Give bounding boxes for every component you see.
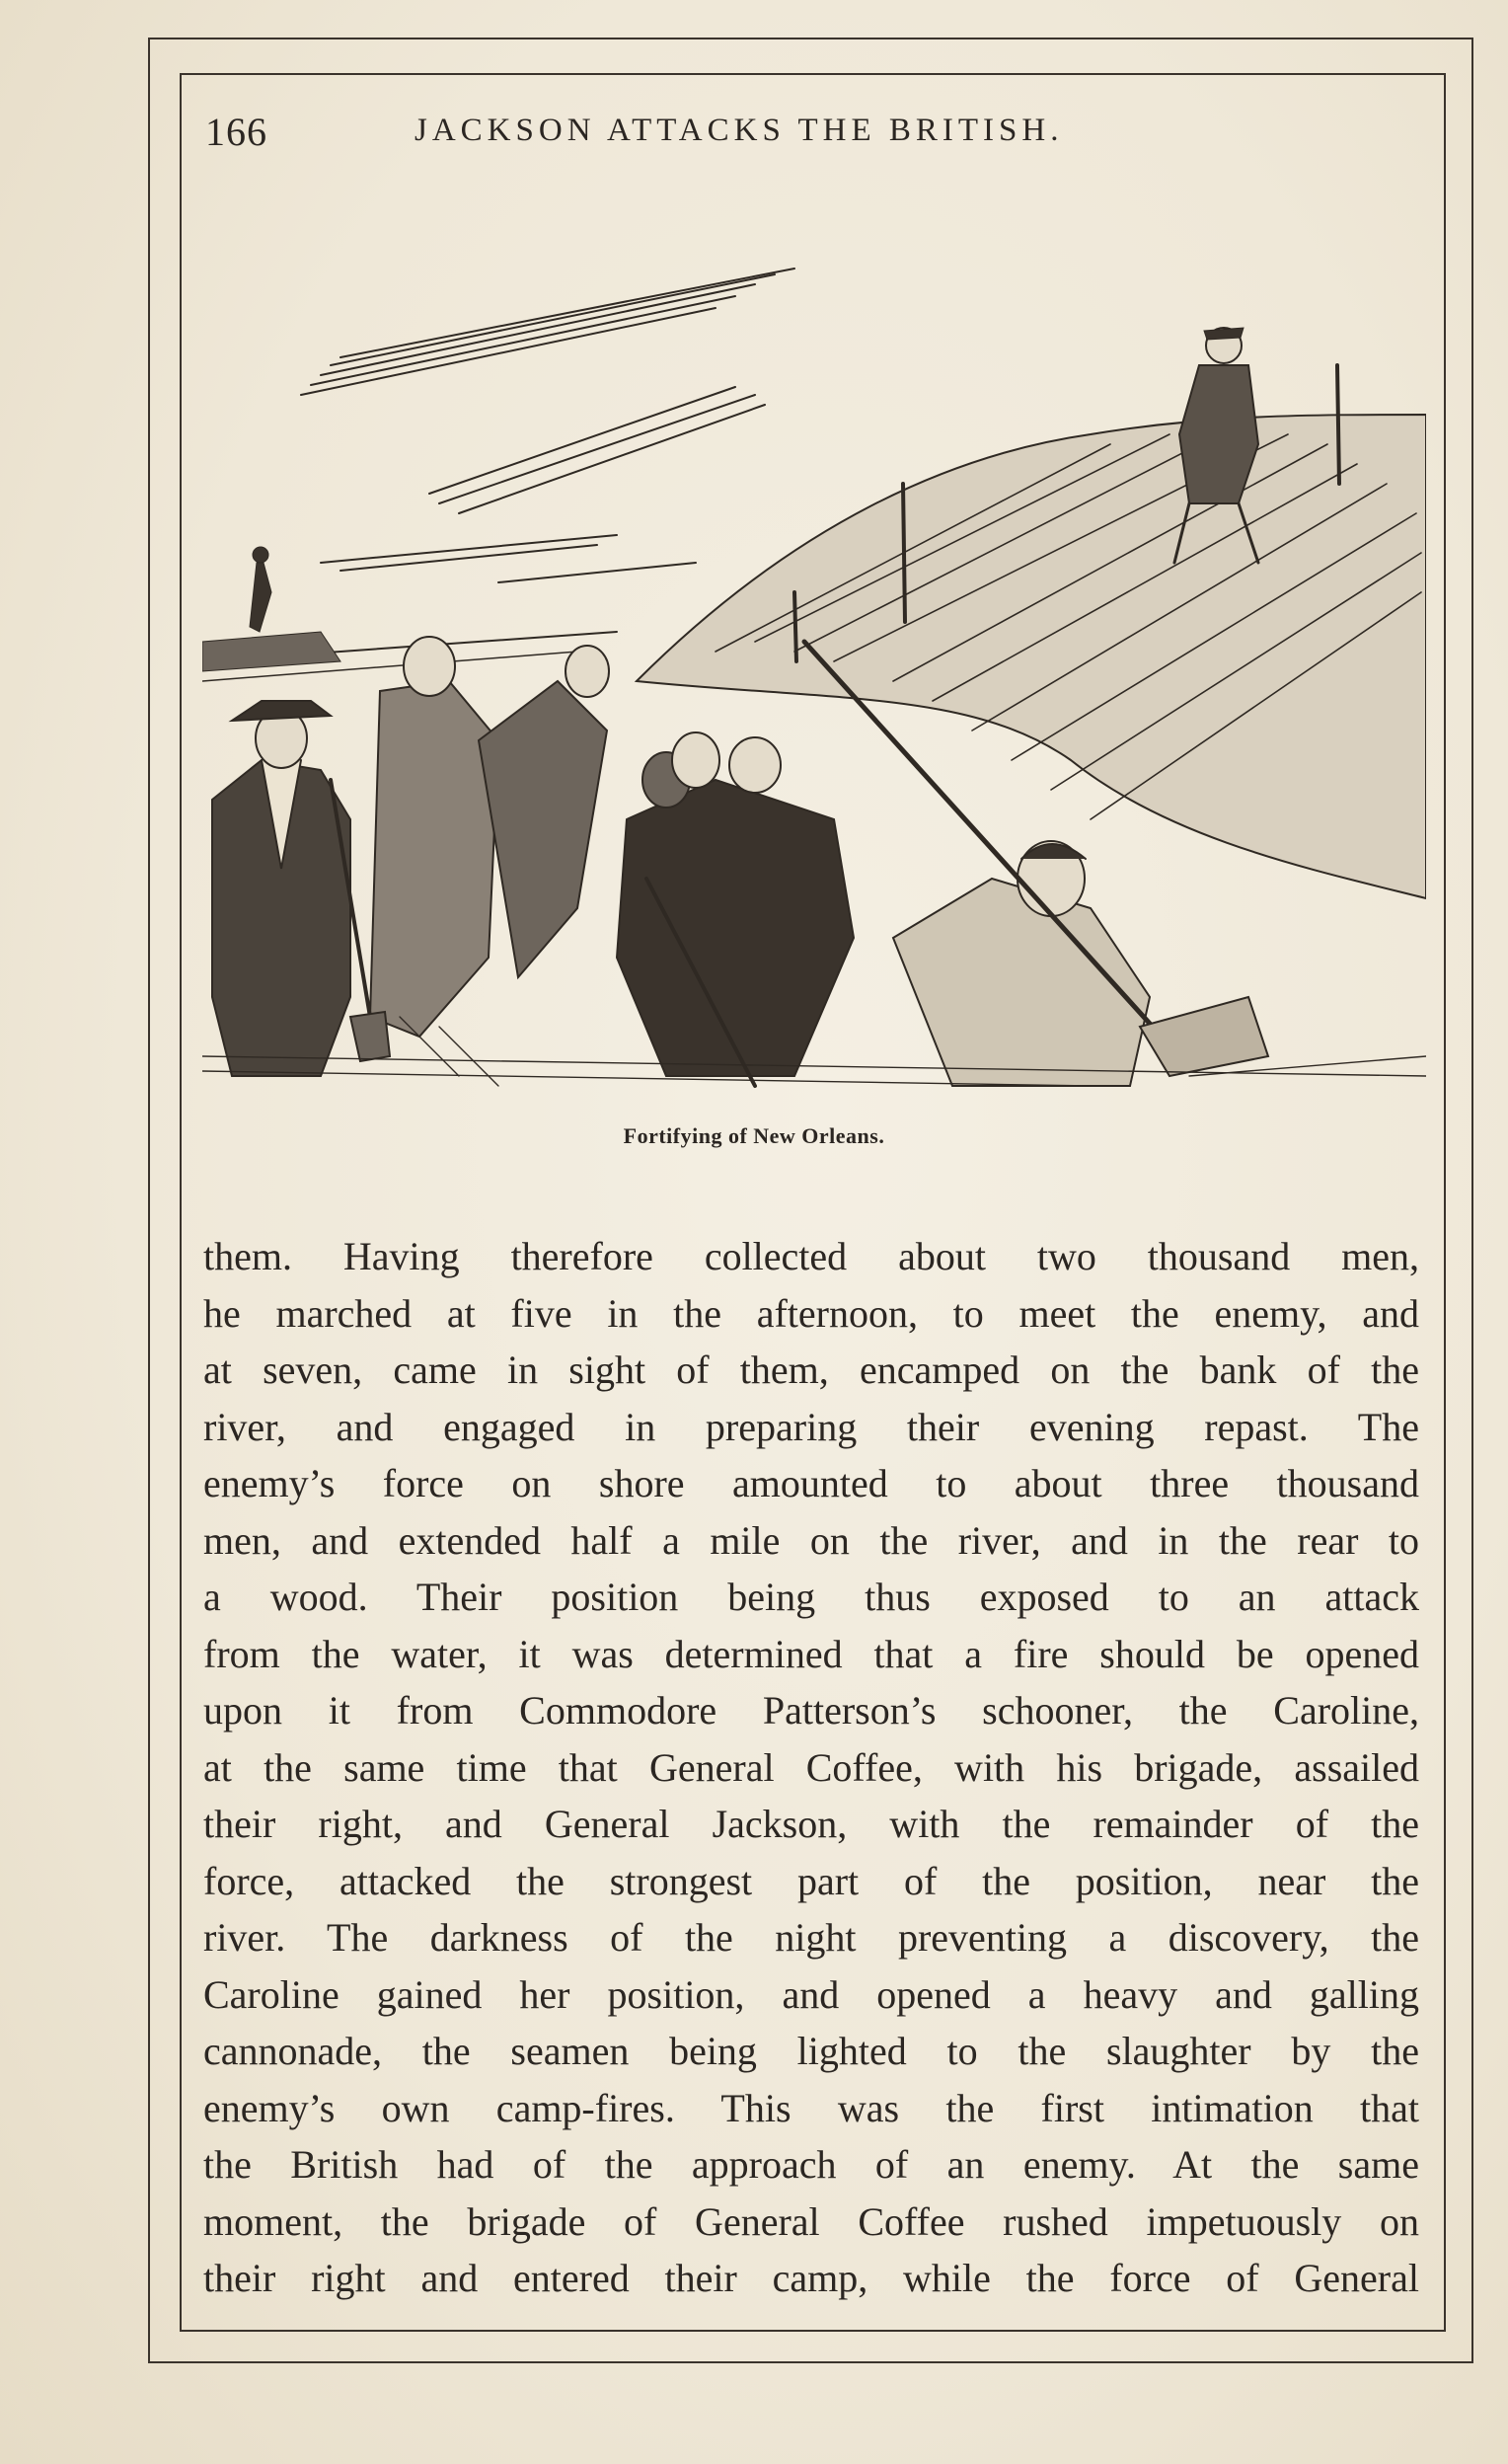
text-line: force, attacked the strongest part of the position, near the bbox=[203, 1858, 1419, 1903]
text-line: he marched at five in the afternoon, to meet the enemy, and bbox=[203, 1290, 1419, 1336]
text-line: river, and engaged in preparing their evening repast. The bbox=[203, 1404, 1419, 1449]
page-number: 166 bbox=[205, 110, 267, 154]
text-line: upon it from Commodore Patterson’s schooner, the Caroline, bbox=[203, 1688, 1419, 1732]
text-line: their right and entered their camp, while the force of General bbox=[203, 2256, 1419, 2300]
text-line: river. The darkness of the night preventing a discovery, the bbox=[203, 1915, 1419, 1960]
text-line: enemy’s own camp-fires. This was the first intimation that bbox=[203, 2085, 1419, 2130]
text-line: a wood. Their position being thus exposed to an attack bbox=[203, 1575, 1419, 1619]
text-line: the British had of the approach of an enemy. At the same bbox=[203, 2142, 1419, 2187]
engraving-illustration bbox=[202, 267, 1426, 1106]
text-line: from the water, it was determined that a fire should be opened bbox=[203, 1631, 1419, 1676]
body-text bbox=[203, 1228, 1419, 2307]
running-head: JACKSON ATTACKS THE BRITISH. bbox=[415, 113, 1064, 148]
text-line: at seven, came in sight of them, encamped on the bank of the bbox=[203, 1348, 1419, 1392]
text-line: Caroline gained her position, and opened a heavy and galling bbox=[203, 1971, 1419, 2017]
text-line: enemy’s force on shore amounted to about three thousand bbox=[203, 1461, 1419, 1505]
text-line: at the same time that General Coffee, with his brigade, assailed bbox=[203, 1744, 1419, 1790]
text-line: them. Having therefore collected about two thousand men, bbox=[203, 1234, 1419, 1278]
text-line: men, and extended half a mile on the river, and in the rear to bbox=[203, 1517, 1419, 1563]
page-header bbox=[205, 109, 1419, 168]
text-line: moment, the brigade of General Coffee rushed impetuously on bbox=[203, 2198, 1419, 2244]
illustration-caption: Fortifying of New Orleans. bbox=[623, 1123, 885, 1148]
text-line: their right, and General Jackson, with the remainder of the bbox=[203, 1802, 1419, 1846]
text-line: cannonade, the seamen being lighted to the slaughter by the bbox=[203, 2029, 1419, 2073]
